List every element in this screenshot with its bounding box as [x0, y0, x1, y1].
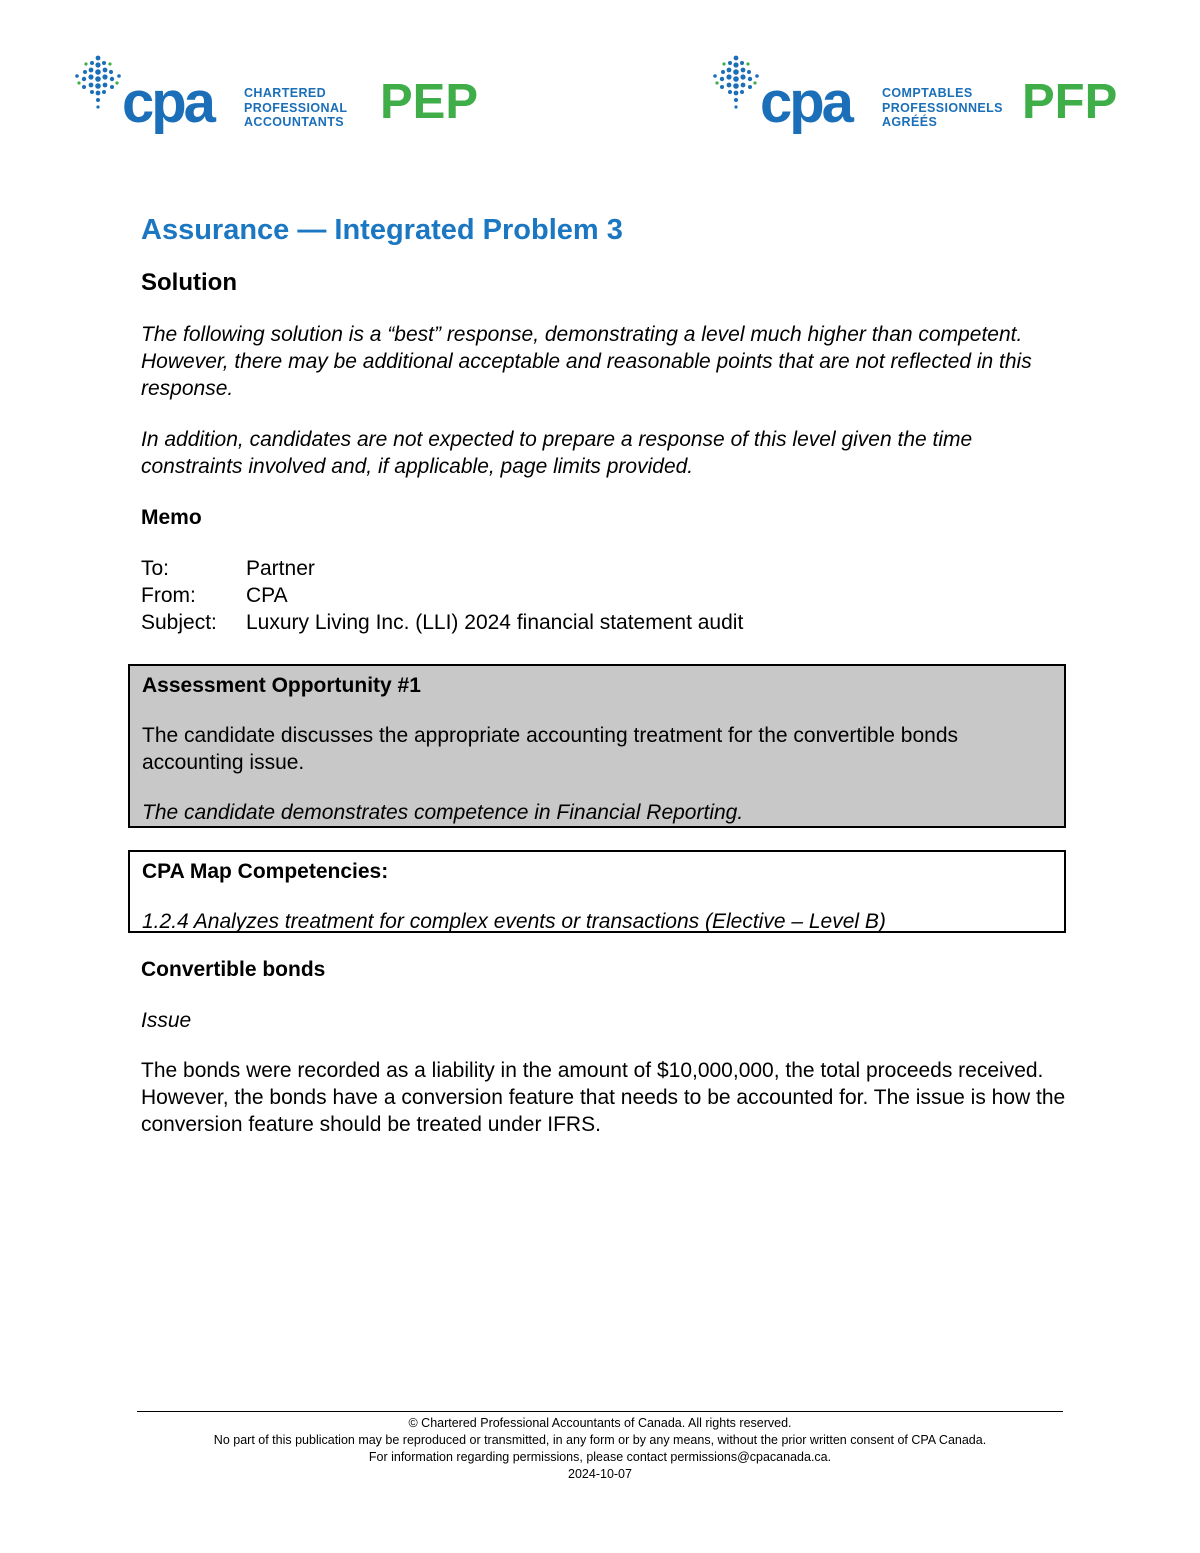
- memo-subject-label: Subject:: [141, 611, 217, 634]
- footer-permissions: For information regarding permissions, please contact permissions@cpacanada.ca.: [368, 1450, 832, 1464]
- memo-to-row: [141, 555, 1071, 582]
- intro-paragraph-1: The following solution is a “best” response, demonstrating a level much higher than competent. However, there may be additional acceptable and reasonable points that are not reflected in this response.: [141, 323, 1032, 400]
- memo-subject-value: Luxury Living Inc. (LLI) 2024 financial statement audit: [246, 611, 744, 634]
- document-body: [141, 212, 1071, 636]
- cpa-pep-logo: [70, 52, 500, 142]
- footer-notice: No part of this publication may be reproduced or transmitted, in any form or by any means, without the prior written consent of CPA Canada.: [213, 1433, 987, 1447]
- assessment-opportunity-box: [128, 664, 1066, 828]
- cpa-pfp-logo: [708, 52, 1138, 142]
- section-subheading: Issue: [141, 1009, 192, 1032]
- memo-heading: Memo: [141, 506, 202, 529]
- memo-from-row: [141, 582, 1071, 609]
- tagline-line: ACCOUNTANTS: [244, 115, 344, 129]
- section-heading: Convertible bonds: [141, 958, 326, 981]
- memo-from-value: CPA: [246, 584, 288, 607]
- maple-leaf-dots-icon: [70, 52, 126, 118]
- memo-to-value: Partner: [246, 557, 315, 580]
- assessment-heading: Assessment Opportunity #1: [142, 674, 421, 697]
- map-item: 1.2.4 Analyzes treatment for complex events or transactions (Elective – Level B): [142, 910, 886, 933]
- logo-tagline: [244, 86, 347, 130]
- program-label-pfp: PFP: [1022, 75, 1118, 129]
- cpa-wordmark: cpa: [760, 70, 851, 135]
- footer-date: 2024-10-07: [568, 1467, 632, 1481]
- map-heading: CPA Map Competencies:: [142, 860, 389, 883]
- cpa-wordmark: cpa: [122, 70, 213, 135]
- memo-to-label: To:: [141, 557, 170, 580]
- assessment-text: The candidate discusses the appropriate accounting treatment for the convertible bonds accounting issue.: [142, 724, 958, 774]
- tagline-line: PROFESSIONNELS: [882, 100, 1003, 115]
- tagline-line: COMPTABLES: [882, 86, 973, 100]
- maple-leaf-dots-icon: [708, 52, 764, 118]
- convertible-bonds-section: [141, 956, 1071, 1138]
- section-body: The bonds were recorded as a liability in the amount of $10,000,000, the total proceeds received. However, the bonds have a conversion feature that needs to be accounted for. The issue is how the conversion feature should be treated under IFRS.: [141, 1059, 1066, 1136]
- logo-tagline: [882, 86, 1003, 130]
- footer-copyright: © Chartered Professional Accountants of Canada. All rights reserved.: [408, 1416, 792, 1430]
- tagline-line: PROFESSIONAL: [244, 100, 348, 115]
- intro-paragraph-2: In addition, candidates are not expected to prepare a response of this level given the time constraints involved and, if applicable, page limits provided.: [141, 428, 973, 478]
- memo-subject-row: [141, 609, 1071, 636]
- cpa-map-competencies-box: [128, 850, 1066, 933]
- tagline-line: AGRÉÉS: [882, 115, 938, 129]
- page-footer: [137, 1411, 1063, 1483]
- program-label-pep: PEP: [380, 75, 479, 129]
- page-title: Assurance — Integrated Problem 3: [141, 214, 623, 246]
- memo-from-label: From:: [141, 584, 196, 607]
- assessment-competence: The candidate demonstrates competence in Financial Reporting.: [142, 801, 744, 824]
- tagline-line: CHARTERED: [244, 86, 327, 100]
- solution-heading: Solution: [141, 269, 237, 296]
